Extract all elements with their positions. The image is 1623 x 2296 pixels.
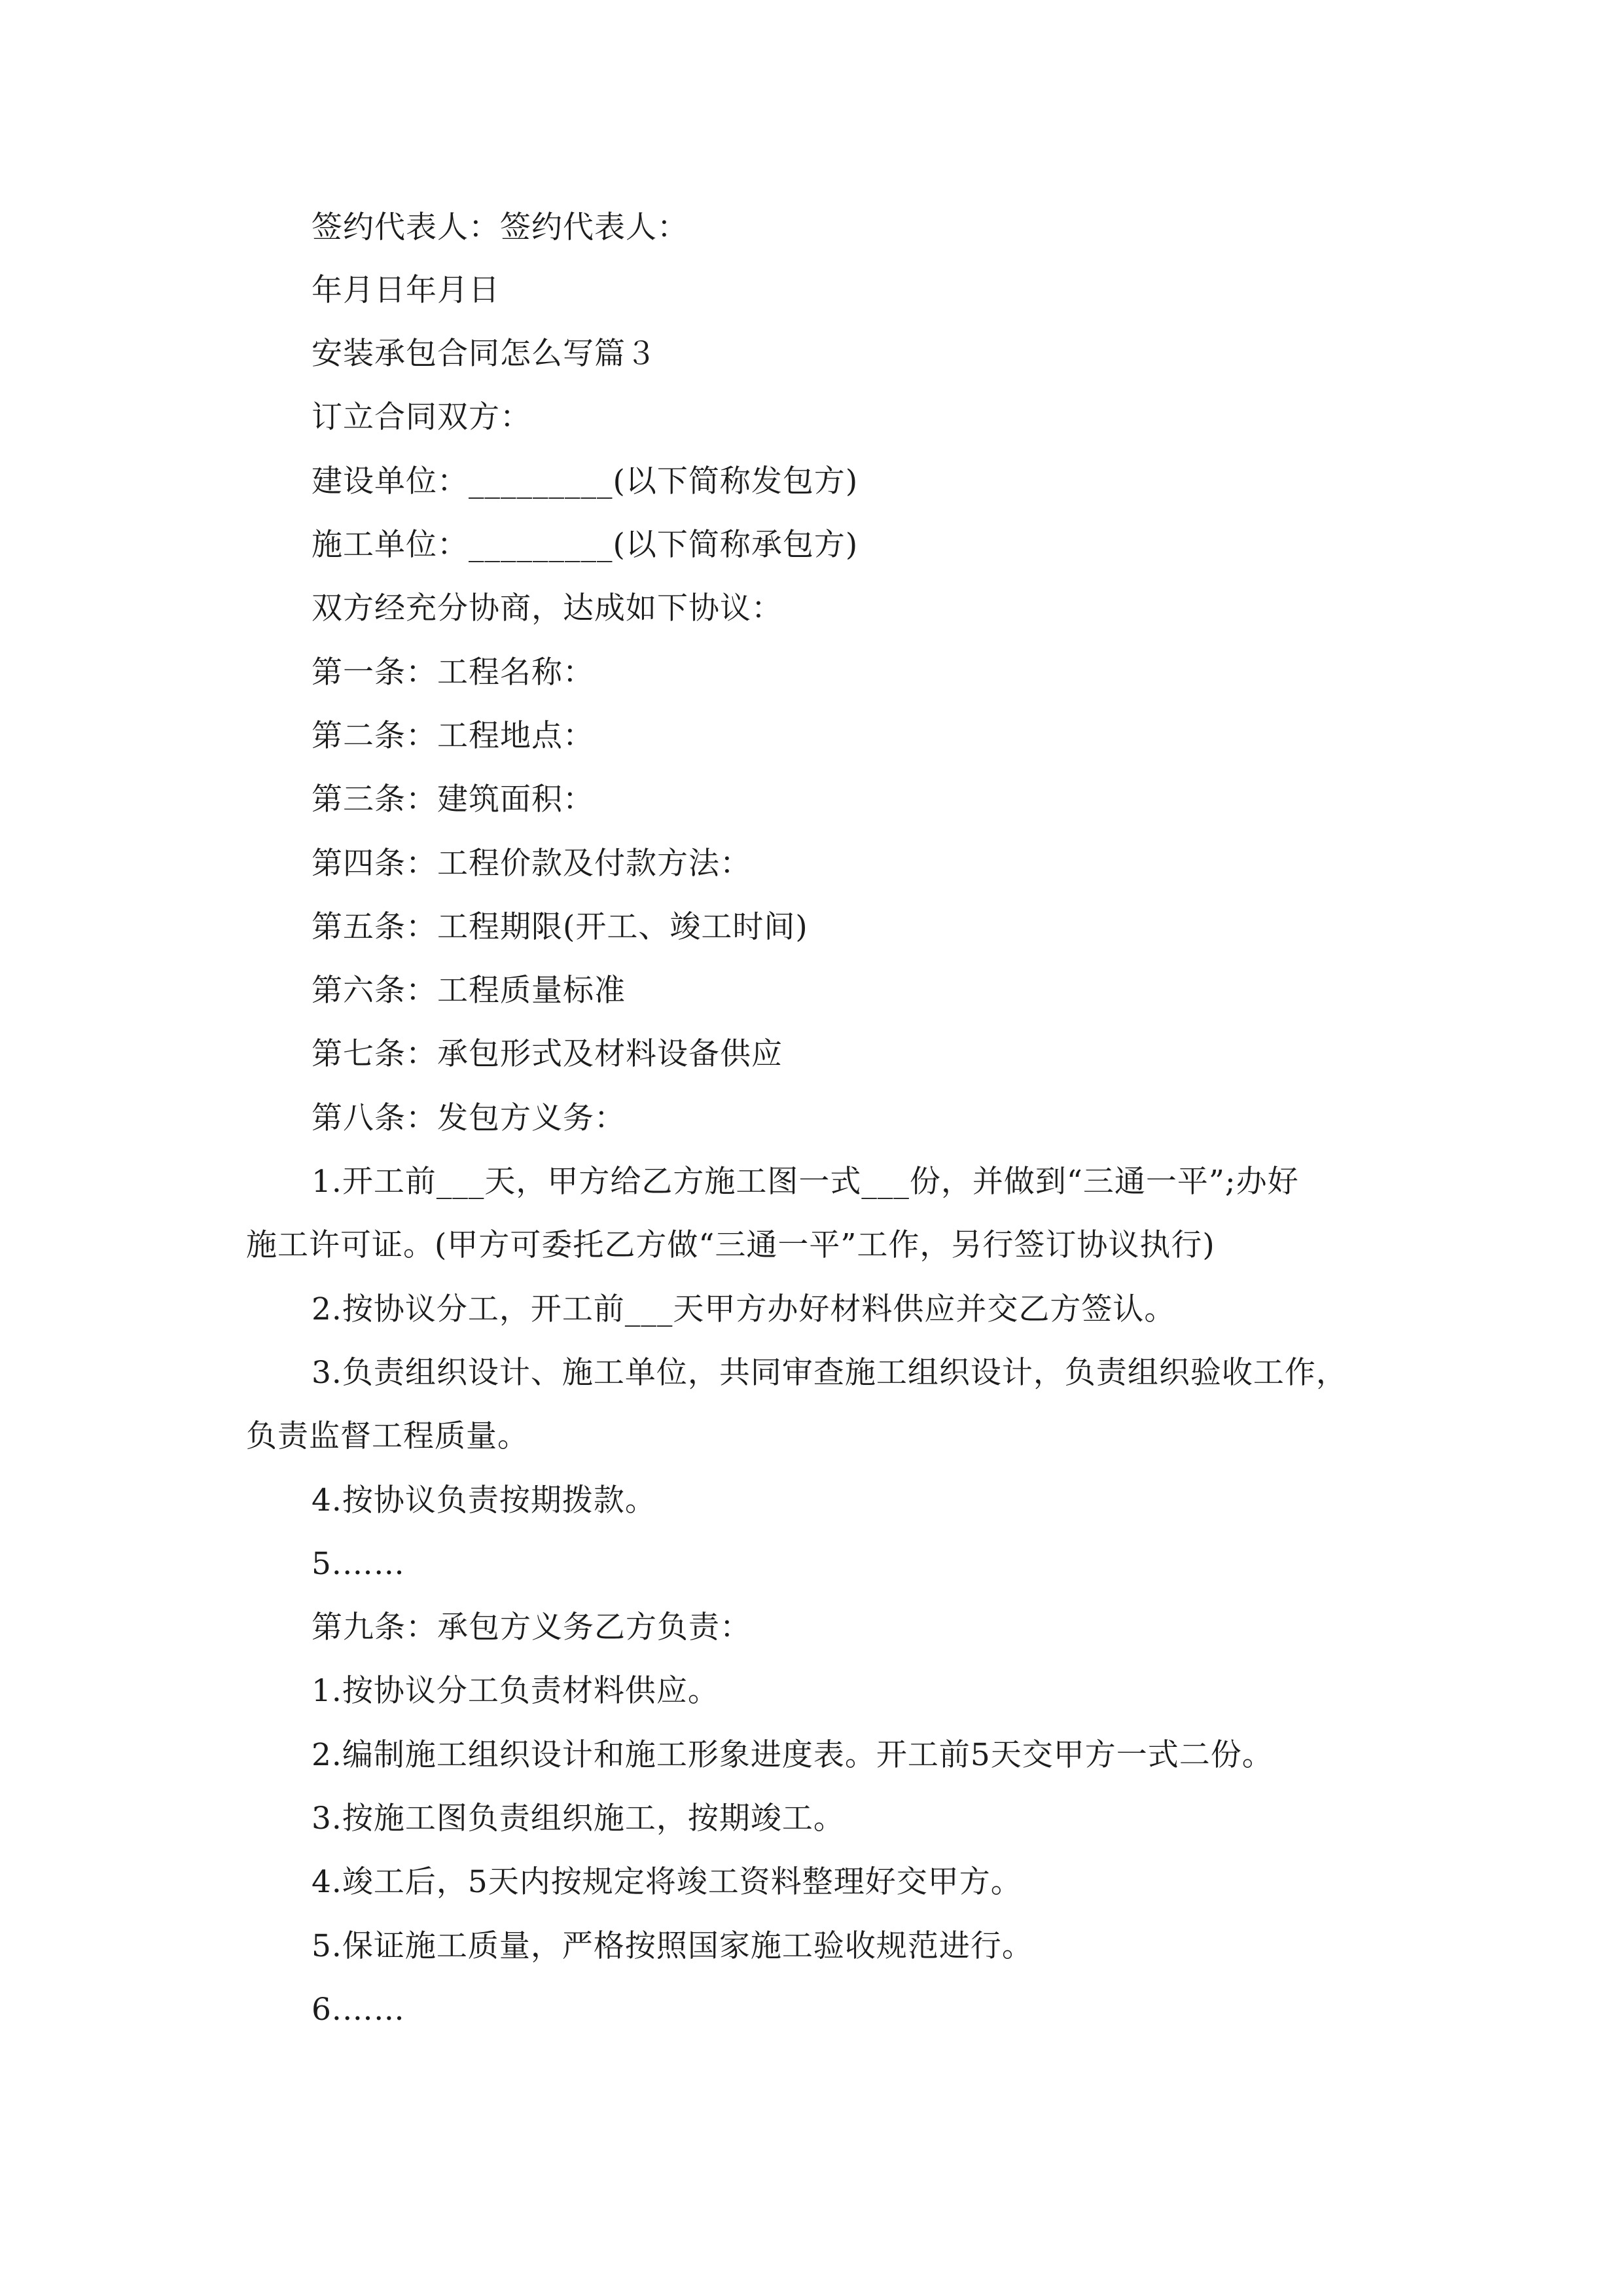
- article-2: 第二条：工程地点：: [312, 718, 594, 754]
- article-8-item-1: 1.开工前___天，甲方给乙方施工图一式___份，并做到“三通一平”;办好: [312, 1164, 1299, 1200]
- article-9-item-6: 6.……: [312, 1992, 405, 2028]
- agreement-intro: 双方经充分协商，达成如下协议：: [312, 590, 783, 626]
- article-8: 第八条：发包方义务：: [312, 1100, 626, 1136]
- article-8-item-3-cont: 负责监督工程质量。: [246, 1418, 529, 1454]
- article-6: 第六条：工程质量标准: [312, 973, 626, 1009]
- article-4: 第四条：工程价款及付款方法：: [312, 846, 751, 882]
- article-9-item-4: 4.竣工后，5天内按规定将竣工资料整理好交甲方。: [312, 1864, 1022, 1900]
- article-1: 第一条：工程名称：: [312, 655, 594, 691]
- article-8-item-1-cont: 施工许可证。(甲方可委托乙方做“三通一平”工作，另行签订协议执行): [246, 1227, 1215, 1263]
- article-3: 第三条：建筑面积：: [312, 781, 594, 817]
- article-9-item-3: 3.按施工图负责组织施工，按期竣工。: [312, 1801, 845, 1837]
- article-8-item-5: 5.……: [312, 1546, 405, 1582]
- parties-heading: 订立合同双方：: [312, 399, 531, 435]
- article-8-item-3: 3.负责组织设计、施工单位，共同审查施工组织设计，负责组织验收工作，: [312, 1355, 1347, 1391]
- article-9-item-2: 2.编制施工组织设计和施工形象进度表。开工前5天交甲方一式二份。: [312, 1737, 1274, 1773]
- article-9-item-5: 5.保证施工质量，严格按照国家施工验收规范进行。: [312, 1928, 1033, 1964]
- date-line: 年月日年月日: [312, 272, 500, 308]
- article-9-item-1: 1.按协议分工负责材料供应。: [312, 1673, 719, 1709]
- article-8-item-4: 4.按协议负责按期拨款。: [312, 1482, 656, 1518]
- section-title: 安装承包合同怎么写篇３: [312, 336, 657, 372]
- article-9: 第九条：承包方义务乙方负责：: [312, 1609, 751, 1645]
- employer-line: 建设单位：_________(以下简称发包方): [312, 463, 859, 499]
- signatory-line: 签约代表人：签约代表人：: [312, 209, 688, 245]
- article-7: 第七条：承包形式及材料设备供应: [312, 1036, 783, 1072]
- contractor-line: 施工单位：_________(以下简称承包方): [312, 527, 859, 563]
- article-5: 第五条：工程期限(开工、竣工时间): [312, 909, 808, 945]
- article-8-item-2: 2.按协议分工，开工前___天甲方办好材料供应并交乙方签认。: [312, 1291, 1176, 1327]
